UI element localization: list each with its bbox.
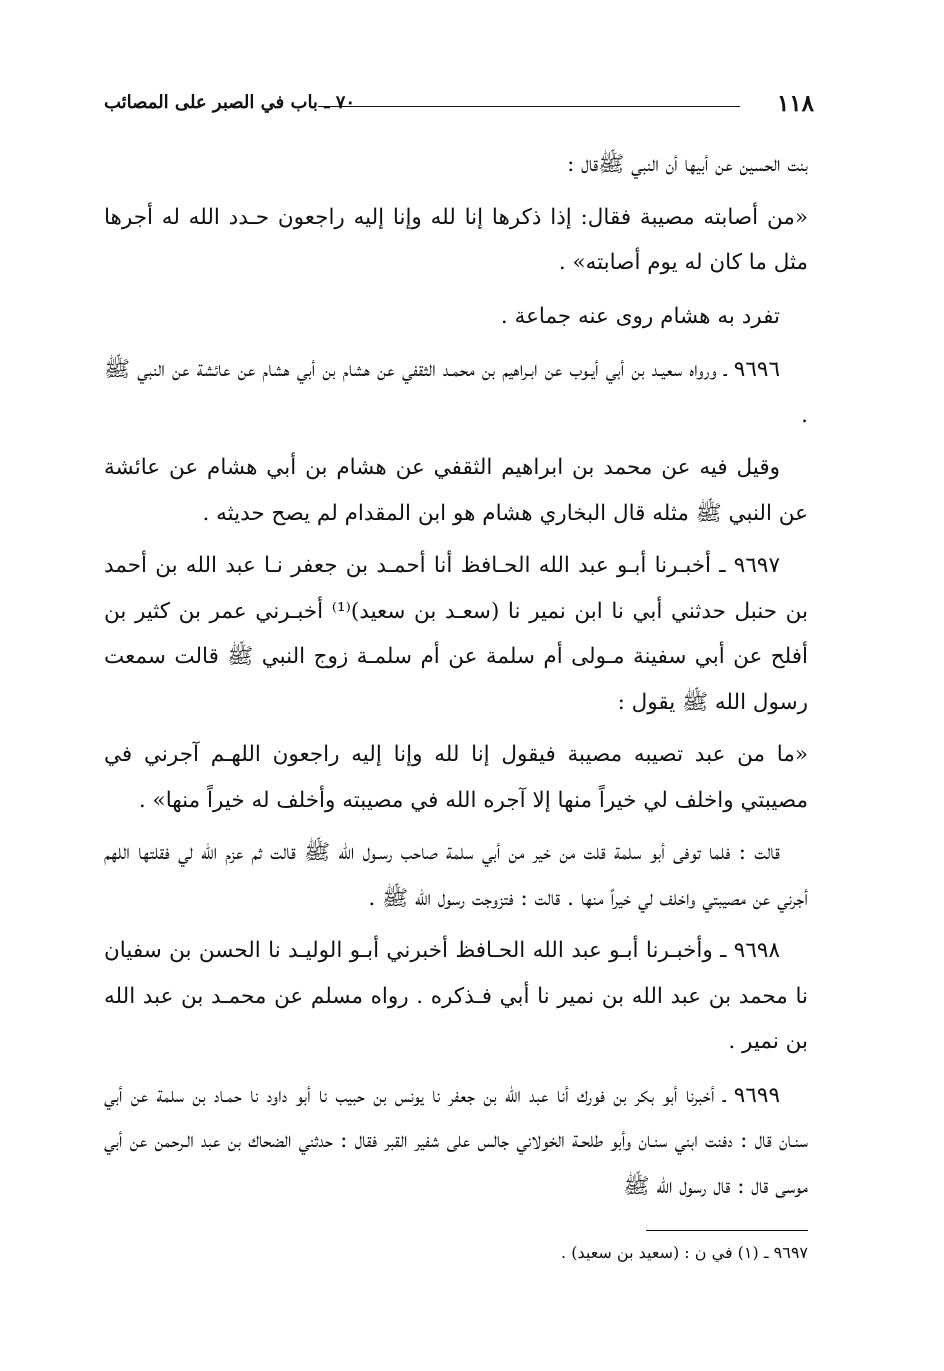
- paragraph-narration: قالت : فلما توفى أبو سلمة قلت من خير من أبي سلمة صاحب رسـول الله ﷺ قالت ثم عزم الله لي فقلتها اللهم أجرني عن مصيبتي واخلف لي خيراً منها . قالت : فتزوجت رسول الله ﷺ .: [104, 840, 808, 911]
- hadith-quote: «ما من عبد تصيبه مصيبة فيقول إنا لله وإنا إليه راجعون اللهـم آجرني في مصيبتي واخلف لي خيراً منها إلا آجره الله في مصيبته وأخلف له خيراً منها» .: [104, 742, 808, 813]
- running-header: [104, 88, 814, 122]
- footnote-rule: [646, 1230, 808, 1231]
- paragraph-note: تفرد به هشام روى عنه جماعة .: [500, 303, 780, 329]
- paragraph-continuation: بنت الحسين عن أبيها أن النبي ﷺقال :: [567, 152, 808, 177]
- hadith-quote: «من أصابته مصيبة فقال: إذا ذكرها إنا لله وإنا إليه راجعون حـدد الله له أجرها مثل ما كان له يوم أصابته» .: [104, 204, 808, 275]
- page-number: ١١٨: [776, 90, 814, 117]
- hadith-9697: ٩٦٩٧ ـ أخبـرنا أبـو عبد الله الحـافظ أنا أحمـد بن جعفر نـا عبد الله بن أحمد بن حنبل حدثني أبي نا ابن نمير نا (سعـد بن سعيد)⁽¹⁾ أخبـرني عمر بن كثير بن أفلح عن أبي سفينة مـولى أم سلمة عن أم سلمـة زوج النبي ﷺ قالت سمعت رسول الله ﷺ يقول :: [104, 553, 809, 715]
- hadith-9696: ٩٦٩٦ ـ ورواه سعيـد بن أبي أيـوب عن ابـراهيم بن محمـد الثقفي عن هشام بن أبي هشام عن عائشة عن النبي ﷺ .: [104, 357, 808, 428]
- hadith-9699: ٩٦٩٩ ـ أخبرنا أبو بكر بن فورك أنا عبد الله بن جعفر نا يونس بن حبيب نا أبو داود نا حمـاد بن سلمة عن أبي سنـان قال : دفنت ابني سنـان وأبو طلحـة الخولاني جالس على شفير القبر فقال : حدثني الضحاك بن عبد الـرحمن عن أبي موسى قال : قال رسول الله ﷺ: [104, 1082, 808, 1199]
- main-text: [104, 142, 808, 1216]
- header-rule: [318, 106, 740, 107]
- hadith-9698: ٩٦٩٨ ـ وأخبـرنا أبـو عبد الله الحـافظ أخبرني أبـو الوليـد نا الحسن بن سفيان نا محمد بن عبد الله بن نمير نا أبي فـذكره . رواه مسلم عن محمـد بن عبد الله بن نمير .: [104, 938, 808, 1054]
- paragraph-commentary: وقيل فيه عن محمد بن ابراهيم الثقفي عن هشام بن أبي هشام عن عائشة عن النبي ﷺ مثله قال البخاري هشام هو ابن المقدام لم يصح حديثه .: [104, 455, 808, 526]
- chapter-title: ٧٠ ـ باب في الصبر على المصائب: [104, 92, 356, 113]
- footnote: ٩٦٩٧ ـ (١) في ن : (سعيد بن سعيد) .: [561, 1243, 808, 1262]
